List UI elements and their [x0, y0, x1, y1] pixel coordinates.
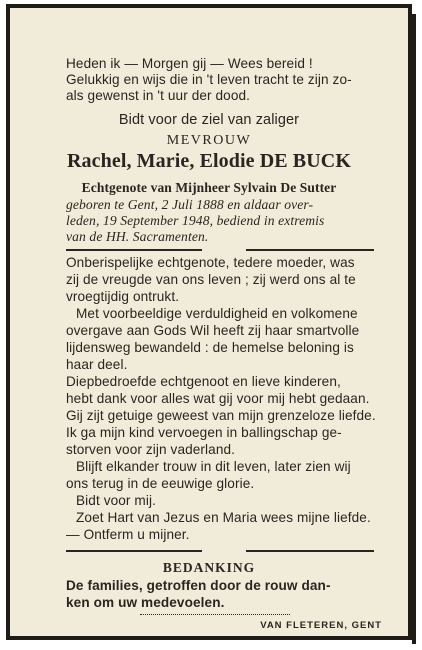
body-line: Blijft elkander trouw in dit leven, later zien wij: [76, 459, 351, 474]
birth-death-line-3: van de HH. Sacramenten.: [66, 229, 209, 244]
dotted-divider: [140, 614, 290, 615]
body-line: — Ontferm u mijner.: [66, 527, 190, 542]
memorial-card: [6, 4, 412, 640]
body-line: vroegtijdig ontrukt.: [66, 289, 180, 304]
body-line: lijdensweg bewandeld : de hemelse beloning is: [66, 340, 354, 355]
divider-right-bottom: [246, 550, 374, 552]
divider-right: [246, 249, 374, 251]
body-line: zij de vreugde van ons leven ; zij werd ons al te: [66, 272, 356, 287]
title-salutation: MEVROUW: [166, 133, 252, 148]
body-line: Diepbedroefde echtgenoot en lieve kinderen,: [66, 374, 341, 389]
body-line: haar deel.: [66, 357, 128, 372]
birth-death-line-1: geboren te Gent, 2 Juli 1888 en aldaar over-: [66, 197, 314, 212]
deceased-name: Rachel, Marie, Elodie DE BUCK: [67, 150, 351, 172]
spouse-line: Echtgenote van Mijnheer Sylvain De Sutter: [81, 180, 337, 195]
intro-line-2: Gelukkig en wijs die in 't leven tracht te zijn zo-: [66, 72, 352, 87]
body-line: Onberispelijke echtgenote, tedere moeder, was: [66, 255, 355, 270]
divider-left-bottom: [66, 550, 202, 552]
divider-left: [66, 249, 202, 251]
body-line: storven voor zijn vaderland.: [66, 442, 236, 457]
body-line: Gij zijt getuige geweest van mijn grenzeloze liefde.: [66, 408, 376, 423]
thanks-text-line-1: De families, getroffen door de rouw dan-: [66, 578, 331, 593]
prayer-header: Bidt voor de ziel van zaliger: [118, 112, 300, 128]
body-line: Zoet Hart van Jezus en Maria wees mijne liefde.: [76, 510, 371, 525]
intro-line-3: als gewenst in 't uur der dood.: [66, 88, 251, 103]
body-line: Ik ga mijn kind vervoegen in ballingschap ge-: [66, 425, 342, 440]
body-line: hebt dank voor alles wat gij voor mij hebt gedaan.: [66, 391, 370, 406]
body-line: Met voorbeeldige verduldigheid en volkomene: [76, 306, 358, 321]
body-line: Bidt voor mij.: [76, 493, 156, 508]
intro-line-1: Heden ik — Morgen gij — Wees bereid !: [66, 56, 313, 71]
body-line: overgave aan Gods Wil heeft zij haar smartvolle: [66, 323, 360, 338]
printer-credit: VAN FLETEREN, GENT: [260, 620, 382, 631]
body-line: ons terug in de eeuwige glorie.: [66, 476, 255, 491]
thanks-text-line-2: ken om uw medevoelen.: [66, 595, 225, 610]
thanks-heading: BEDANKING: [162, 560, 256, 575]
birth-death-line-2: leden, 19 September 1948, bediend in extremis: [66, 213, 325, 228]
